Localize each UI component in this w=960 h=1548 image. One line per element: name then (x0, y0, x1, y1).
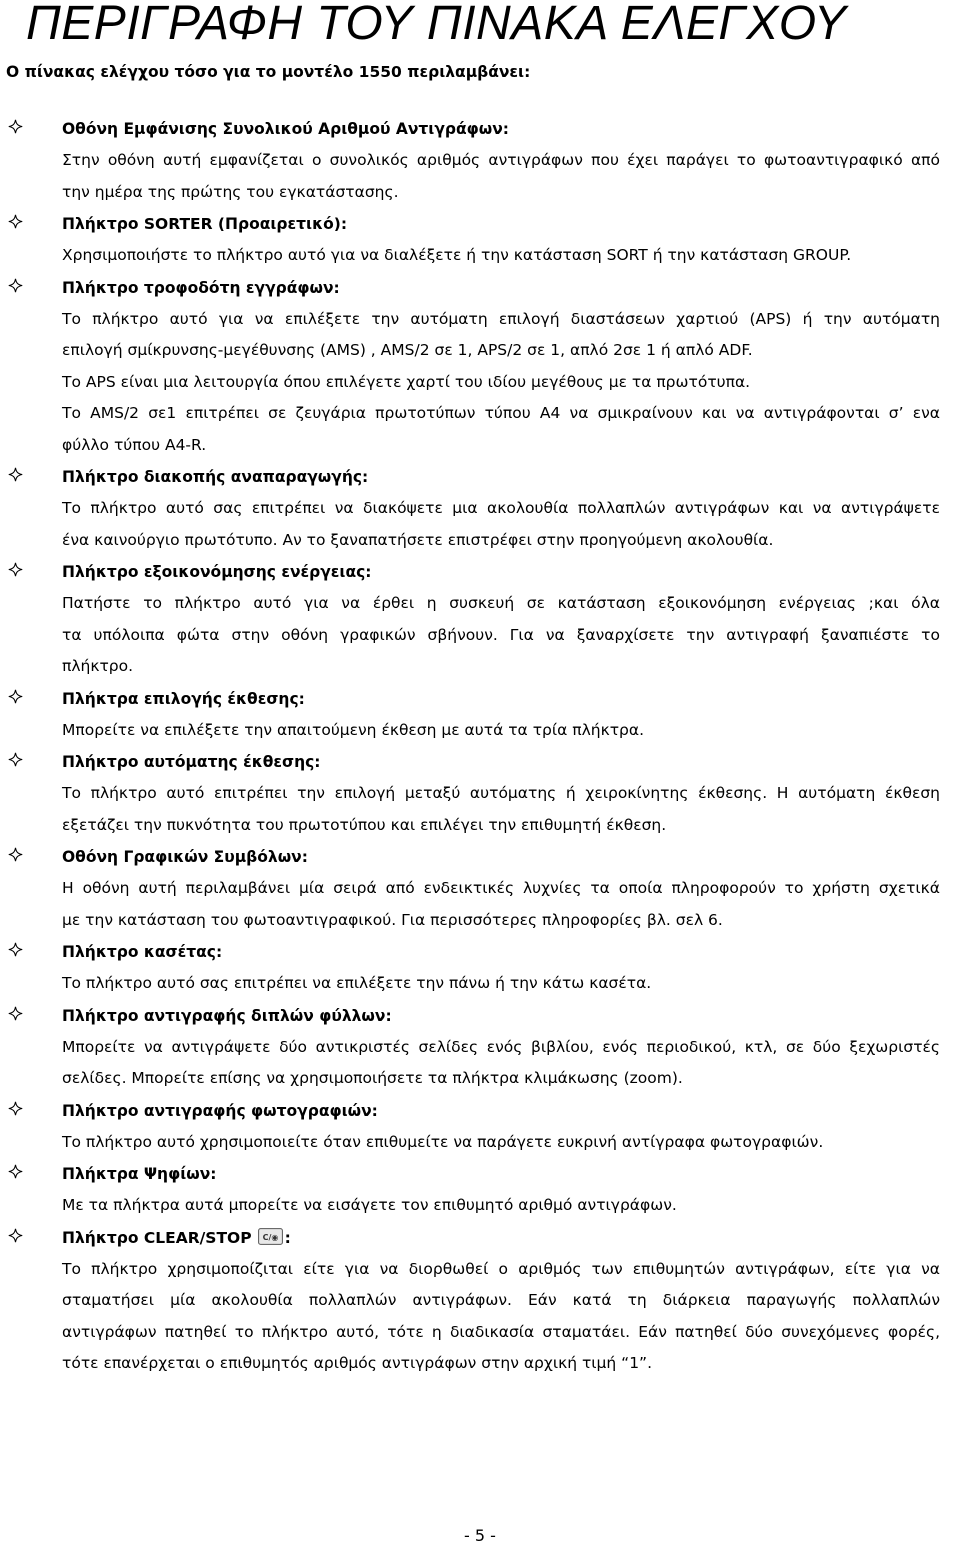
section-body-line: την ημέρα της πρώτης του εγκατάστασης. (62, 182, 399, 201)
section-body-line: φύλλο τύπου A4-R. (62, 435, 207, 454)
section-heading (62, 272, 960, 304)
description-section (0, 272, 960, 462)
section-heading-text: Οθόνη Εμφάνισης Συνολικού Αριθμού Αντιγράφων: (62, 120, 509, 138)
section-heading (62, 461, 960, 493)
section-heading (62, 1000, 960, 1032)
section-body-line: Μπορείτε να επιλέξετε την απαιτούμενη έκθεση με αυτά τα τρία πλήκτρα. (62, 720, 645, 739)
diamond-star-bullet-icon (8, 752, 23, 767)
section-body-line: Χρησιμοποιήστε το πλήκτρο αυτό για να διαλέξετε ή την κατάσταση SORT ή την κατάσταση GROUP. (62, 246, 852, 264)
section-heading-text: Πλήκτρο αντιγραφής φωτογραφιών: (62, 1101, 378, 1120)
description-section (0, 746, 960, 841)
description-section (0, 936, 960, 1000)
description-section (0, 208, 960, 272)
description-section (0, 1158, 960, 1222)
section-body-line: Με τα πλήκτρα αυτά μπορείτε να εισάγετε τον επιθυμητό αριθμό αντιγράφων. (62, 1196, 677, 1214)
section-heading (62, 841, 960, 873)
diamond-star-bullet-icon (8, 1101, 23, 1116)
page-number: - 5 - (464, 1526, 496, 1545)
section-heading (62, 208, 960, 240)
section-body-line: σταματήσει μία ακολουθία πολλαπλών αντιγράφων. Εάν κατά τη διάρκεια παραγωγής πολλαπλών (62, 1291, 940, 1309)
section-body-line: επιλογή σμίκρυνσης-μεγέθυνσης (AMS) , AMS/2 σε 1, APS/2 σε 1, απλό 2σε 1 ή απλό ADF. (62, 341, 753, 359)
section-body-line: Το πλήκτρο αυτό σας επιτρέπει να διακόψετε μια ακολουθία πολλαπλών αντιγράφων και να αντιγράψετε (62, 499, 940, 517)
section-body-line: ένα καινούργιο πρωτότυπο. Αν το ξαναπατήσετε επιστρέφει στην προηγούμενη ακολουθία. (62, 530, 774, 549)
intro-text: Ο πίνακας ελέγχου τόσο για το μοντέλο 1550 περιλαμβάνει: (6, 63, 531, 81)
section-body-line: Το AMS/2 σε1 επιτρέπει σε ζευγάρια πρωτοτύπων τύπου A4 να σμικραίνουν και να αντιγράφονται σ’ ενα (62, 404, 940, 422)
description-section (0, 841, 960, 936)
section-body-line: Το πλήκτρο αυτό για να επιλέξετε την αυτόματη επιλογή διαστάσεων χαρτιού (APS) ή την αυτόματη (62, 309, 940, 328)
section-heading-text: Πλήκτρο τροφοδότη εγγράφων: (62, 278, 340, 297)
section-body-line: σελίδες. Μπορείτε επίσης να χρησιμοποιήσετε τα πλήκτρα κλιμάκωσης (zoom). (62, 1069, 683, 1087)
description-section (0, 1095, 960, 1159)
section-body-line: Πατήστε το πλήκτρο αυτό για να έρθει η συσκευή σε κατάσταση εξοικονόμηση ενέργειας ;και όλα (62, 594, 940, 612)
section-heading-text: Πλήκτρα επιλογής έκθεσης: (62, 689, 305, 708)
diamond-star-bullet-icon (8, 689, 23, 704)
section-heading-text: Πλήκτρο εξοικονόμησης ενέργειας: (62, 563, 372, 581)
section-body-line: Το πλήκτρο αυτό σας επιτρέπει να επιλέξετε την πάνω ή την κάτω κασέτα. (62, 974, 652, 992)
section-body-line: Το APS είναι μια λειτουργία όπου επιλέγετε χαρτί του ιδίου μεγέθους με τα πρωτότυπα. (62, 372, 751, 391)
section-heading (62, 746, 960, 778)
control-panel-descriptions (0, 113, 960, 1380)
diamond-star-bullet-icon (8, 562, 23, 577)
section-heading-suffix: : (284, 1228, 291, 1247)
diamond-star-bullet-icon (8, 1228, 23, 1243)
section-heading (62, 556, 960, 588)
diamond-star-bullet-icon (8, 1164, 23, 1179)
section-heading-text: Πλήκτρο αυτόματης έκθεσης: (62, 753, 321, 771)
diamond-star-bullet-icon (8, 467, 23, 482)
description-section (0, 113, 960, 208)
description-section (0, 461, 960, 556)
clear-stop-key-icon (258, 1228, 283, 1245)
section-body-line: με την κατάσταση του φωτοαντιγραφικού. Για περισσότερες πληροφορίες βλ. σελ 6. (62, 910, 723, 929)
section-heading-text: Οθόνη Γραφικών Συμβόλων: (62, 848, 308, 866)
section-body-line: πλήκτρο. (62, 657, 134, 675)
section-heading (62, 113, 960, 145)
section-heading-text: Πλήκτρο CLEAR/STOP (62, 1228, 252, 1247)
section-body-line: Το πλήκτρο αυτό επιτρέπει την επιλογή μεταξύ αυτόματης ή χειροκίνητης έκθεσης. Η αυτόματη έκθεση (62, 784, 940, 802)
section-heading-text: Πλήκτρο διακοπής αναπαραγωγής: (62, 468, 369, 486)
diamond-star-bullet-icon (8, 214, 23, 229)
section-heading (62, 683, 960, 715)
section-heading (62, 1095, 960, 1127)
diamond-star-bullet-icon (8, 1006, 23, 1021)
svg-text:C/◉: C/◉ (262, 1232, 278, 1242)
page-title: ΠΕΡΙΓΡΑΦΗ ΤΟΥ ΠΙΝΑΚΑ ΕΛΕΓΧΟΥ (26, 0, 847, 50)
section-heading (62, 1222, 960, 1254)
diamond-star-bullet-icon (8, 942, 23, 957)
diamond-star-bullet-icon (8, 847, 23, 862)
section-body-line: τα υπόλοιπα φώτα στην οθόνη γραφικών σβήνουν. Για να ξαναρχίσετε την αντιγραφή ξαναπιέστε το (62, 625, 940, 644)
diamond-star-bullet-icon (8, 119, 23, 134)
section-body-line: Η οθόνη αυτή περιλαμβάνει μία σειρά από ενδεικτικές λυχνίες τα οποία πληροφορούν το χρήστη σχετικά (62, 879, 940, 897)
section-body-line: αντιγράφων πατηθεί το πλήκτρο αυτό, τότε η διαδικασία σταματάει. Εάν πατηθεί δύο συνεχόμενες φορές, (62, 1322, 940, 1341)
diamond-star-bullet-icon (8, 278, 23, 293)
description-section (0, 1222, 960, 1380)
section-body-line: Στην οθόνη αυτή εμφανίζεται ο συνολικός αριθμός αντιγράφων που έχει παράγει το φωτοαντιγραφικό από (62, 151, 940, 169)
section-heading (62, 936, 960, 968)
section-heading-text: Πλήκτρα Ψηφίων: (62, 1165, 217, 1183)
section-heading (62, 1158, 960, 1190)
description-section (0, 556, 960, 683)
section-heading-text: Πλήκτρο κασέτας: (62, 943, 223, 961)
section-body-line: Το πλήκτρο χρησιμοποίζιται είτε για να διορθωθεί ο αριθμός των επιθυμητών αντιγράφων, είτε για να (62, 1259, 940, 1278)
section-body-line: εξετάζει την πυκνότητα του πρωτοτύπου και επιλέγει την επιθυμητή έκθεση. (62, 815, 667, 834)
section-body-line: Μπορείτε να αντιγράψετε δύο αντικριστές σελίδες ενός βιβλίου, ενός περιοδικού, κτλ, σε δύο ξεχωριστές (62, 1037, 940, 1056)
section-body-line: Το πλήκτρο αυτό χρησιμοποιείτε όταν επιθυμείτε να παράγετε ευκρινή αντίγραφα φωτογραφιών. (62, 1132, 824, 1151)
description-section (0, 1000, 960, 1095)
section-heading-text: Πλήκτρο αντιγραφής διπλών φύλλων: (62, 1006, 392, 1025)
section-heading-text: Πλήκτρο SORTER (Προαιρετικό): (62, 215, 348, 233)
description-section (0, 683, 960, 747)
section-body-line: τότε επανέρχεται ο επιθυμητός αριθμός αντιγράφων στην αρχική τιμή “1”. (62, 1354, 653, 1372)
